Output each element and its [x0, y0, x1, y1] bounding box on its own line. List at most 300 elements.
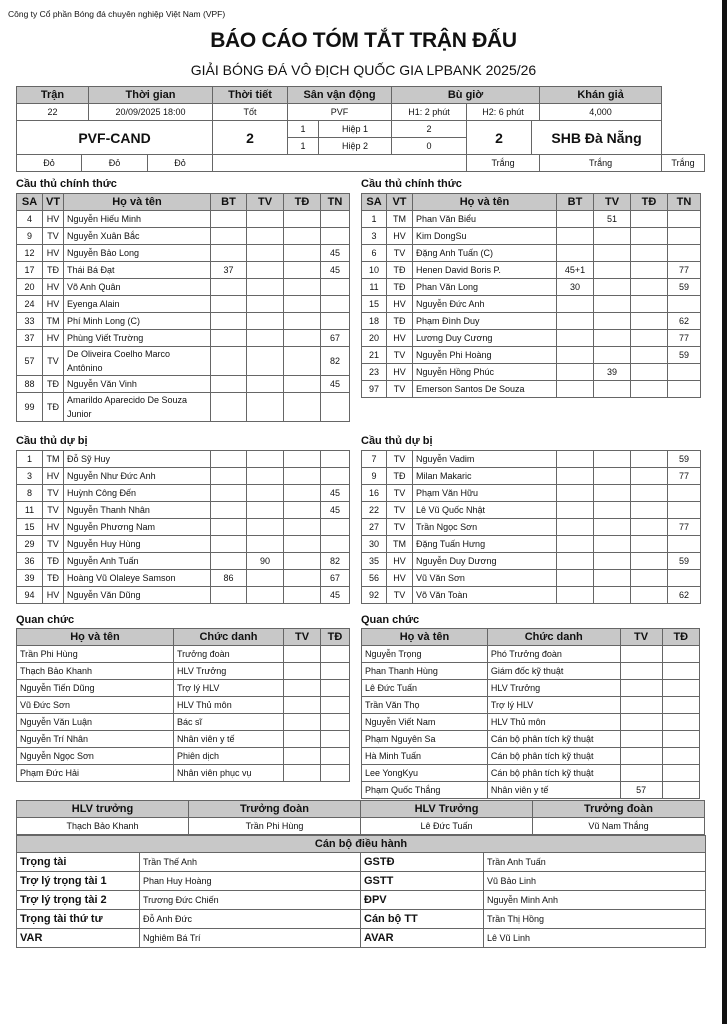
official-red-card — [321, 714, 350, 731]
red-card — [631, 279, 668, 296]
attendance-header: Khán giả — [540, 87, 662, 104]
match-official-row — [17, 853, 706, 872]
player-name: Milan Makaric — [413, 468, 557, 485]
player-row — [362, 519, 701, 536]
substitution-minute: 82 — [321, 347, 350, 376]
red-card — [284, 262, 321, 279]
position: TĐ — [387, 313, 413, 330]
official-name: Nguyễn Trí Nhân — [17, 731, 174, 748]
player-name: Nguyễn Hồng Phúc — [413, 364, 557, 381]
shirt-number: 97 — [362, 381, 387, 398]
yellow-card — [594, 570, 631, 587]
official-name: Trần Văn Thọ — [362, 697, 488, 714]
goal-minute — [211, 468, 247, 485]
official-row — [362, 748, 700, 765]
shirt-number: 20 — [17, 279, 43, 296]
yellow-card — [594, 279, 631, 296]
goal-minute — [557, 587, 594, 604]
official-yellow-card — [284, 646, 321, 663]
official-name: Nguyễn Viết Nam — [362, 714, 488, 731]
player-row — [362, 502, 701, 519]
official-row — [17, 731, 350, 748]
official-yellow-card — [284, 663, 321, 680]
yellow-card — [594, 262, 631, 279]
red-card — [631, 245, 668, 262]
position: TĐ — [43, 262, 64, 279]
red-card — [284, 279, 321, 296]
yellow-card — [247, 228, 284, 245]
player-name: Vũ Văn Sơn — [413, 570, 557, 587]
yellow-card — [247, 519, 284, 536]
official-name: Lee YongKyu — [362, 765, 488, 782]
home-officials-title: Quan chức — [16, 614, 75, 626]
position: HV — [43, 330, 64, 347]
yellow-card — [594, 502, 631, 519]
substitution-minute — [668, 245, 701, 262]
official-yellow-card: 57 — [620, 782, 662, 799]
position: HV — [387, 228, 413, 245]
official-role: HLV Thủ môn — [174, 697, 284, 714]
player-row — [362, 451, 701, 468]
player-name: Nguyễn Vadim — [413, 451, 557, 468]
shirt-number: 56 — [362, 570, 387, 587]
shirt-number: 39 — [17, 570, 43, 587]
player-name: Phạm Đình Duy — [413, 313, 557, 330]
red-card — [284, 347, 321, 376]
home-starters-title: Cầu thủ chính thức — [16, 178, 117, 190]
shirt-number: 21 — [362, 347, 387, 364]
red-card — [631, 347, 668, 364]
goal-minute: 86 — [211, 570, 247, 587]
half1-home: 1 — [288, 121, 319, 138]
home-manager: Trần Phi Hùng — [189, 818, 361, 835]
attendance: 4,000 — [540, 104, 662, 121]
substitution-minute — [668, 570, 701, 587]
shirt-number: 27 — [362, 519, 387, 536]
substitution-minute: 77 — [668, 330, 701, 347]
match-time: 20/09/2025 18:00 — [89, 104, 213, 121]
home-subs-title: Cầu thủ dự bị — [16, 435, 88, 447]
yellow-card — [247, 347, 284, 376]
position: HV — [43, 245, 64, 262]
position: TĐ — [387, 468, 413, 485]
home-coach: Thạch Bảo Khanh — [17, 818, 189, 835]
substitution-minute: 77 — [668, 468, 701, 485]
player-name: Nguyễn Đức Anh — [413, 296, 557, 313]
column-header-position: VT — [387, 194, 413, 211]
official-yellow-card — [620, 748, 662, 765]
player-row — [17, 393, 350, 422]
red-card — [631, 485, 668, 502]
red-card — [284, 468, 321, 485]
player-row — [17, 468, 350, 485]
goal-minute — [211, 313, 247, 330]
shirt-number: 1 — [362, 211, 387, 228]
column-header-goal-minute: BT — [557, 194, 594, 211]
goal-minute — [211, 536, 247, 553]
goal-minute — [211, 376, 247, 393]
official-row — [362, 663, 700, 680]
kit-spacer — [213, 155, 467, 172]
substitution-minute: 45 — [321, 485, 350, 502]
red-card — [631, 519, 668, 536]
goal-minute — [557, 381, 594, 398]
goal-minute — [211, 211, 247, 228]
position: TV — [387, 587, 413, 604]
column-header-official-yellow-card: TV — [284, 629, 321, 646]
official-role: Nhân viên y tế — [487, 782, 620, 799]
column-header-official-name: Họ và tên — [362, 629, 488, 646]
substitution-minute — [668, 296, 701, 313]
position: TV — [387, 451, 413, 468]
red-card — [284, 296, 321, 313]
yellow-card: 90 — [247, 553, 284, 570]
red-card — [284, 502, 321, 519]
official-row — [362, 714, 700, 731]
column-header-official-red-card: TĐ — [321, 629, 350, 646]
player-row — [17, 330, 350, 347]
official-name: Nguyễn Ngọc Sơn — [17, 748, 174, 765]
player-row — [17, 536, 350, 553]
away-coach: Lê Đức Tuấn — [361, 818, 533, 835]
weather-header: Thời tiết — [213, 87, 288, 104]
yellow-card — [247, 536, 284, 553]
substitution-minute: 45 — [321, 502, 350, 519]
position: HV — [387, 364, 413, 381]
shirt-number: 12 — [17, 245, 43, 262]
official-name: Trần Phi Hùng — [17, 646, 174, 663]
away-subs-title: Cầu thủ dự bị — [361, 435, 433, 447]
official-role: Giám đốc kỹ thuật — [487, 663, 620, 680]
column-header-official-role: Chức danh — [487, 629, 620, 646]
player-row — [362, 570, 701, 587]
shirt-number: 9 — [17, 228, 43, 245]
player-row — [17, 347, 350, 376]
match-info-table — [16, 86, 705, 172]
official-row — [17, 748, 350, 765]
player-name: Henen David Boris P. — [413, 262, 557, 279]
official-yellow-card — [620, 663, 662, 680]
official-role-label: Trợ lý trọng tài 1 — [17, 872, 140, 891]
yellow-card — [247, 587, 284, 604]
red-card — [631, 381, 668, 398]
column-header-red-card: TĐ — [284, 194, 321, 211]
player-name: Nguyễn Văn Dũng — [64, 587, 211, 604]
player-row — [17, 553, 350, 570]
red-card — [631, 587, 668, 604]
goal-minute — [557, 364, 594, 381]
position: HV — [43, 279, 64, 296]
company-name: Công ty Cổ phần Bóng đá chuyên nghiệp Việt Nam (VPF) — [8, 9, 226, 19]
official-name: Vũ Đức Sơn — [17, 697, 174, 714]
official-role: HLV Trưởng — [174, 663, 284, 680]
player-row — [17, 296, 350, 313]
home-officials-table — [16, 628, 350, 782]
player-row — [362, 553, 701, 570]
official-row — [17, 697, 350, 714]
substitution-minute: 62 — [668, 313, 701, 330]
yellow-card — [247, 485, 284, 502]
goal-minute — [211, 587, 247, 604]
column-header-official-red-card: TĐ — [662, 629, 699, 646]
yellow-card — [247, 245, 284, 262]
player-name: Emerson Santos De Souza — [413, 381, 557, 398]
official-red-card — [662, 714, 699, 731]
goal-minute — [557, 468, 594, 485]
match-official-row — [17, 910, 706, 929]
official-yellow-card — [620, 765, 662, 782]
player-row — [17, 502, 350, 519]
official-yellow-card — [284, 731, 321, 748]
column-header-red-card: TĐ — [631, 194, 668, 211]
shirt-number: 8 — [17, 485, 43, 502]
official-role-label: AVAR — [361, 929, 484, 948]
position: TV — [43, 228, 64, 245]
player-row — [362, 211, 701, 228]
player-name: Huỳnh Công Đến — [64, 485, 211, 502]
league-title: GIẢI BÓNG ĐÁ VÔ ĐỊCH QUỐC GIA LPBANK 2025/26 — [190, 62, 537, 78]
official-row — [17, 646, 350, 663]
player-row — [362, 262, 701, 279]
goal-minute — [557, 570, 594, 587]
position: TV — [387, 519, 413, 536]
red-card — [631, 536, 668, 553]
official-name: Hà Minh Tuấn — [362, 748, 488, 765]
shirt-number: 9 — [362, 468, 387, 485]
official-role: Phiên dịch — [174, 748, 284, 765]
official-yellow-card — [620, 714, 662, 731]
official-yellow-card — [284, 748, 321, 765]
shirt-number: 20 — [362, 330, 387, 347]
official-name: Thạch Bảo Khanh — [17, 663, 174, 680]
player-row — [362, 536, 701, 553]
column-header-substitution-minute: TN — [321, 194, 350, 211]
substitution-minute: 77 — [668, 519, 701, 536]
position: TM — [387, 536, 413, 553]
position: TV — [387, 502, 413, 519]
half2-away: 0 — [392, 138, 467, 155]
player-name: Đặng Anh Tuấn (C) — [413, 245, 557, 262]
player-row — [362, 245, 701, 262]
official-person: Trần Thế Anh — [140, 853, 361, 872]
home-team: PVF-CAND — [17, 121, 213, 155]
substitution-minute — [321, 536, 350, 553]
official-person: Nghiêm Bá Trí — [140, 929, 361, 948]
official-role-label: Cán bộ TT — [361, 910, 484, 929]
column-header-player-name: Họ và tên — [64, 194, 211, 211]
away-kit-1: Trắng — [467, 155, 540, 172]
player-name: De Oliveira Coelho Marco Antônino — [64, 347, 211, 376]
player-name: Phùng Viết Trường — [64, 330, 211, 347]
red-card — [631, 468, 668, 485]
substitution-minute: 59 — [668, 451, 701, 468]
goal-minute — [557, 211, 594, 228]
position: HV — [43, 587, 64, 604]
yellow-card — [594, 451, 631, 468]
substitution-minute: 82 — [321, 553, 350, 570]
player-row — [17, 279, 350, 296]
substitution-minute — [321, 451, 350, 468]
official-name: Phạm Nguyên Sa — [362, 731, 488, 748]
match-official-row — [17, 929, 706, 948]
away-team: SHB Đà Nẵng — [532, 121, 662, 155]
substitution-minute — [668, 485, 701, 502]
shirt-number: 18 — [362, 313, 387, 330]
player-name: Nguyễn Bảo Long — [64, 245, 211, 262]
column-header-official-role: Chức danh — [174, 629, 284, 646]
official-person: Đỗ Anh Đức — [140, 910, 361, 929]
position: TM — [387, 211, 413, 228]
official-role: Nhân viên phục vụ — [174, 765, 284, 782]
column-header-yellow-card: TV — [594, 194, 631, 211]
substitution-minute: 77 — [668, 262, 701, 279]
official-red-card — [321, 731, 350, 748]
red-card — [631, 313, 668, 330]
away-officials-title: Quan chức — [361, 614, 420, 626]
substitution-minute: 59 — [668, 553, 701, 570]
goal-minute — [557, 519, 594, 536]
team-leaders-table — [16, 800, 705, 835]
position: HV — [387, 570, 413, 587]
substitution-minute: 59 — [668, 279, 701, 296]
away-starters-table — [361, 193, 701, 398]
official-person: Trần Anh Tuấn — [484, 853, 706, 872]
official-name: Nguyễn Văn Luận — [17, 714, 174, 731]
match-official-row — [17, 872, 706, 891]
official-role: Cán bộ phân tích kỹ thuật — [487, 748, 620, 765]
official-role: Cán bộ phân tích kỹ thuật — [487, 731, 620, 748]
official-name: Lê Đức Tuấn — [362, 680, 488, 697]
shirt-number: 4 — [17, 211, 43, 228]
shirt-number: 3 — [362, 228, 387, 245]
red-card — [284, 393, 321, 422]
red-card — [631, 211, 668, 228]
player-name: Nguyễn Hiếu Minh — [64, 211, 211, 228]
yellow-card — [594, 245, 631, 262]
red-card — [284, 553, 321, 570]
yellow-card — [247, 502, 284, 519]
position: TĐ — [387, 262, 413, 279]
time-header: Thời gian — [89, 87, 213, 104]
yellow-card: 51 — [594, 211, 631, 228]
shirt-number: 94 — [17, 587, 43, 604]
official-red-card — [321, 765, 350, 782]
official-yellow-card — [284, 765, 321, 782]
position: TM — [43, 451, 64, 468]
position: TĐ — [43, 570, 64, 587]
player-name: Phí Minh Long (C) — [64, 313, 211, 330]
red-card — [284, 245, 321, 262]
goal-minute — [557, 536, 594, 553]
official-red-card — [662, 765, 699, 782]
player-row — [362, 364, 701, 381]
goal-minute: 45+1 — [557, 262, 594, 279]
player-row — [362, 381, 701, 398]
official-red-card — [662, 680, 699, 697]
official-role: Trưởng đoàn — [174, 646, 284, 663]
home-manager-header: Trưởng đoàn — [189, 801, 361, 818]
official-role: Nhân viên y tế — [174, 731, 284, 748]
stoppage-h1: H1: 2 phút — [392, 104, 467, 121]
substitution-minute: 45 — [321, 376, 350, 393]
red-card — [284, 485, 321, 502]
official-row — [362, 646, 700, 663]
away-manager-header: Trưởng đoàn — [533, 801, 705, 818]
official-row — [362, 731, 700, 748]
shirt-number: 88 — [17, 376, 43, 393]
substitution-minute — [668, 502, 701, 519]
position: HV — [387, 296, 413, 313]
home-kit-3: Đỏ — [148, 155, 213, 172]
goal-minute — [211, 519, 247, 536]
official-role-label: Trợ lý trọng tài 2 — [17, 891, 140, 910]
red-card — [284, 519, 321, 536]
substitution-minute — [321, 519, 350, 536]
official-row — [17, 714, 350, 731]
substitution-minute — [321, 296, 350, 313]
column-header-shirt-number: SA — [362, 194, 387, 211]
shirt-number: 24 — [17, 296, 43, 313]
position: TM — [43, 313, 64, 330]
official-person: Nguyễn Minh Anh — [484, 891, 706, 910]
half2-home: 1 — [288, 138, 319, 155]
player-row — [17, 376, 350, 393]
red-card — [284, 376, 321, 393]
official-red-card — [662, 748, 699, 765]
report-title: BÁO CÁO TÓM TẮT TRẬN ĐẤU — [210, 29, 517, 52]
player-name: Nguyễn Xuân Bắc — [64, 228, 211, 245]
player-row — [17, 245, 350, 262]
player-name: Võ Anh Quân — [64, 279, 211, 296]
red-card — [284, 228, 321, 245]
goal-minute — [557, 296, 594, 313]
column-header-substitution-minute: TN — [668, 194, 701, 211]
weather: Tốt — [213, 104, 288, 121]
yellow-card — [247, 211, 284, 228]
substitution-minute: 67 — [321, 330, 350, 347]
player-row — [17, 451, 350, 468]
substitution-minute — [321, 393, 350, 422]
goal-minute — [557, 451, 594, 468]
half2-label: Hiệp 2 — [319, 138, 392, 155]
red-card — [631, 262, 668, 279]
match-officials-title: Cán bộ điều hành — [17, 836, 706, 853]
substitution-minute — [668, 228, 701, 245]
substitution-minute — [668, 381, 701, 398]
official-person: Vũ Bảo Linh — [484, 872, 706, 891]
official-yellow-card — [284, 680, 321, 697]
player-name: Đặng Tuấn Hưng — [413, 536, 557, 553]
goal-minute — [211, 330, 247, 347]
official-red-card — [321, 663, 350, 680]
substitution-minute — [321, 228, 350, 245]
shirt-number: 7 — [362, 451, 387, 468]
shirt-number: 11 — [17, 502, 43, 519]
goal-minute — [557, 485, 594, 502]
yellow-card — [247, 570, 284, 587]
goal-minute — [211, 451, 247, 468]
player-name: Phan Văn Biểu — [413, 211, 557, 228]
substitution-minute — [668, 364, 701, 381]
substitution-minute — [668, 211, 701, 228]
shirt-number: 22 — [362, 502, 387, 519]
red-card — [631, 570, 668, 587]
player-row — [17, 262, 350, 279]
official-role-label: GSTT — [361, 872, 484, 891]
official-name: Nguyễn Tiến Dũng — [17, 680, 174, 697]
official-yellow-card — [284, 714, 321, 731]
player-name: Nguyễn Văn Vinh — [64, 376, 211, 393]
